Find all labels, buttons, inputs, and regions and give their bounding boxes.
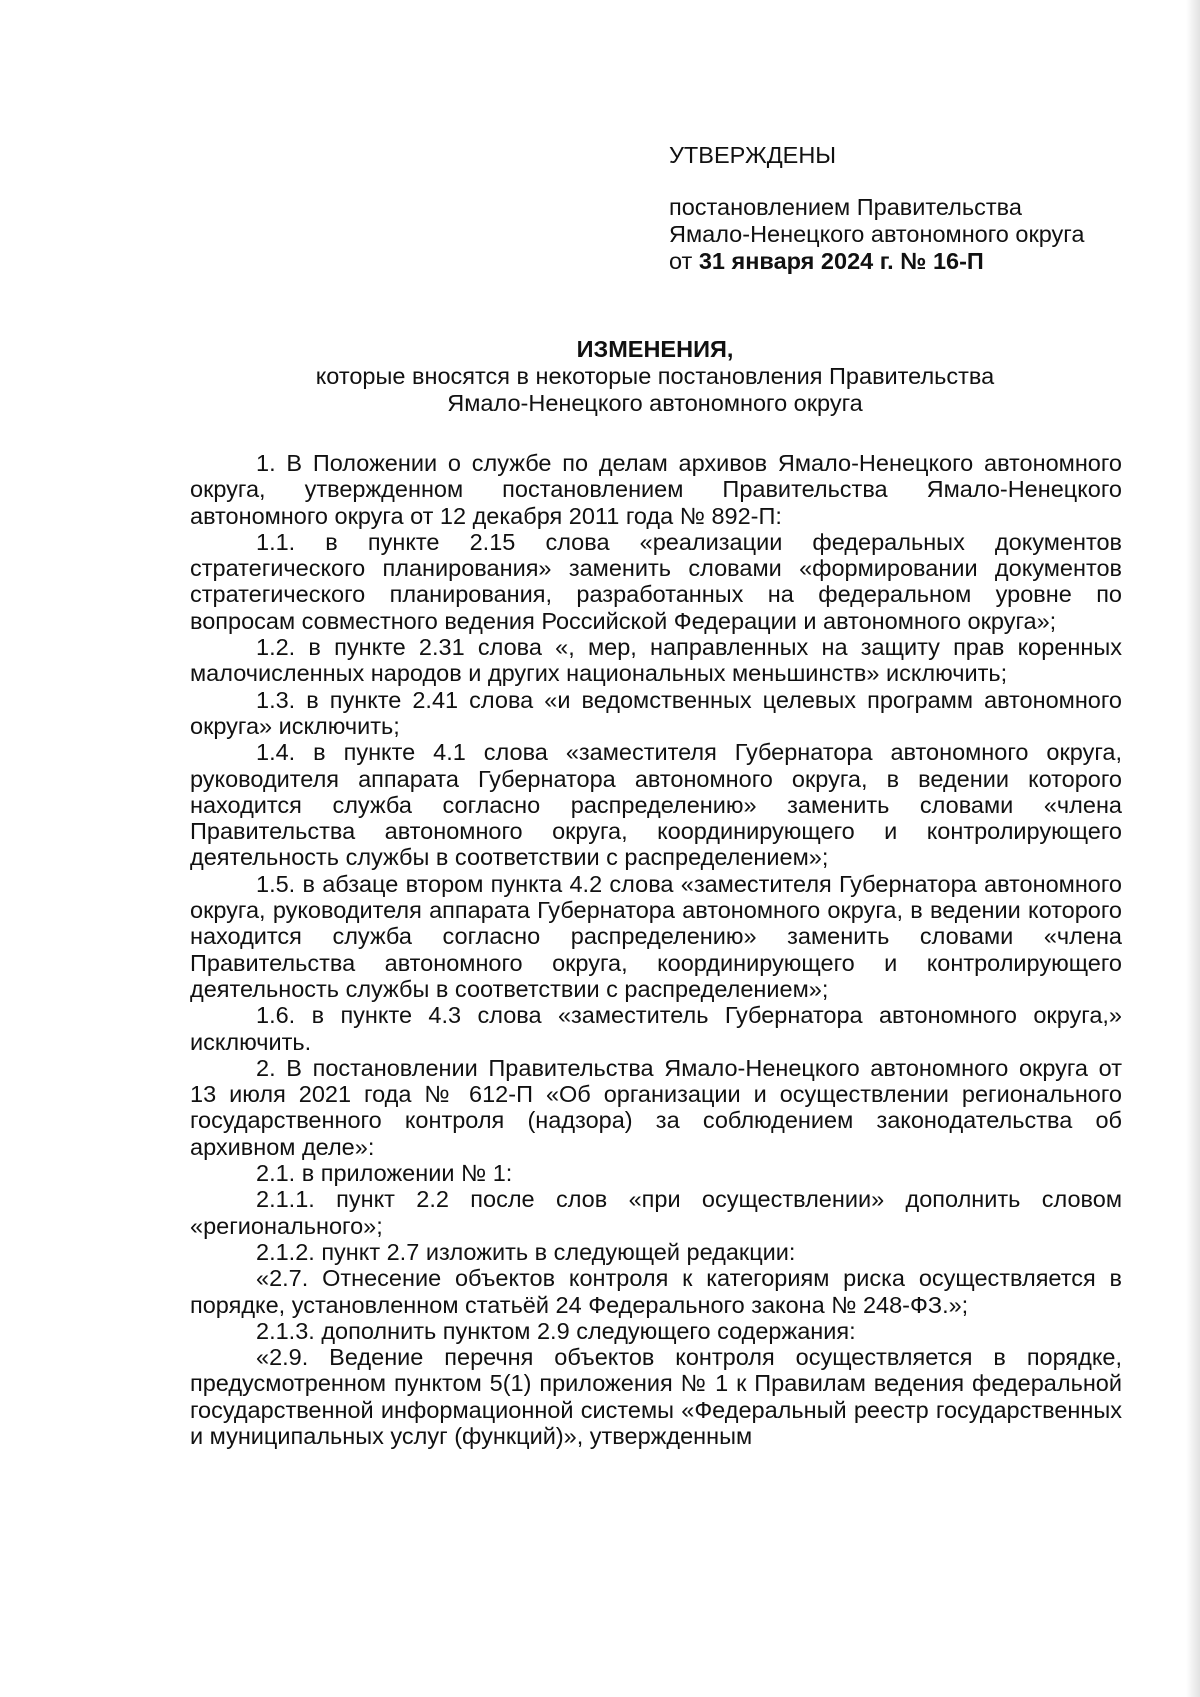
document-title-block — [190, 336, 1120, 417]
paragraph-2-1-3: 2.1.3. дополнить пунктом 2.9 следующего содержания: — [256, 1317, 856, 1344]
paragraph-1: 1. В Положении о службе по делам архивов Ямало-Ненецкого автономного округа, утвержденном постановлением Правительства Ямало-Ненецкого автономного округа от 12 декабря 2011 года № 892-П: — [190, 450, 1122, 529]
document-body — [190, 450, 1122, 1449]
paragraph-2-1: 2.1. в приложении № 1: — [256, 1160, 513, 1187]
approval-line-2: Ямало-Ненецкого автономного округа — [669, 221, 1085, 247]
paragraph-1-3: 1.3. в пункте 2.41 слова «и ведомственных целевых программ автономного округа» исключить; — [190, 686, 1122, 739]
paragraph-1-6: 1.6. в пункте 4.3 слова «заместитель Губернатора автономного округа,» исключить. — [190, 1002, 1122, 1055]
approval-date-number: 31 января 2024 г. № 16-П — [698, 248, 984, 274]
approval-date-prefix: от — [669, 248, 693, 274]
page-edge-shadow — [1186, 0, 1200, 1697]
paragraph-1-1: 1.1. в пункте 2.15 слова «реализации федеральных документов стратегического планирования» заменить словами «формировании документов стратегического планирования, разработанных на федеральном уровне по вопросам совместного ведения Российской Федерации и автономного округа»; — [190, 528, 1122, 634]
paragraph-2-1-2: 2.1.2. пункт 2.7 изложить в следующей редакции: — [256, 1238, 796, 1265]
document-title: ИЗМЕНЕНИЯ, — [576, 336, 734, 362]
paragraph-2-1-1: 2.1.1. пункт 2.2 после слов «при осуществлении» дополнить словом «регионального»; — [190, 1186, 1122, 1239]
approval-date-line — [669, 248, 1139, 275]
approval-line-1: постановлением Правительства — [669, 194, 1022, 220]
paragraph-2-7-quote: «2.7. Отнесение объектов контроля к категориям риска осуществляется в порядке, установленном статьёй 24 Федерального закона № 248-ФЗ.»; — [190, 1265, 1122, 1318]
paragraph-2: 2. В постановлении Правительства Ямало-Ненецкого автономного округа от 13 июля 2021 года № 612-П «Об организации и осуществлении регионального государственного контроля (надзора) за соблюдением законодательства об архивном деле»: — [190, 1054, 1122, 1160]
paragraph-2-9-quote: «2.9. Ведение перечня объектов контроля осуществляется в порядке, предусмотренном пунктом 5(1) приложения № 1 к Правилам ведения федеральной государственной информационной системы «Федеральный реестр государственных и муниципальных услуг (функций)», утвержденным — [190, 1344, 1122, 1449]
approval-stamp-block — [669, 142, 1139, 275]
document-subtitle-line-2: Ямало-Ненецкого автономного округа — [447, 390, 863, 416]
approval-heading: УТВЕРЖДЕНЫ — [669, 142, 837, 168]
paragraph-1-4: 1.4. в пункте 4.1 слова «заместителя Губернатора автономного округа, руководителя аппарата Губернатора автономного округа, в ведении которого находится служба согласно распределению» заменить словами «члена Правительства автономного округа, координирующего и контролирующего деятельность службы в соответствии с распределением»; — [190, 739, 1122, 871]
paragraph-1-5: 1.5. в абзаце втором пункта 4.2 слова «заместителя Губернатора автономного округа, руководителя аппарата Губернатора автономного округа, в ведении которого находится служба согласно распределению» заменить словами «члена Правительства автономного округа, координирующего и контролирующего деятельность службы в соответствии с распределением»; — [190, 870, 1122, 1002]
document-subtitle-line-1: которые вносятся в некоторые постановления Правительства — [315, 363, 995, 389]
paragraph-1-2: 1.2. в пункте 2.31 слова «, мер, направленных на защиту прав коренных малочисленных народов и других национальных меньшинств» исключить; — [190, 634, 1122, 687]
